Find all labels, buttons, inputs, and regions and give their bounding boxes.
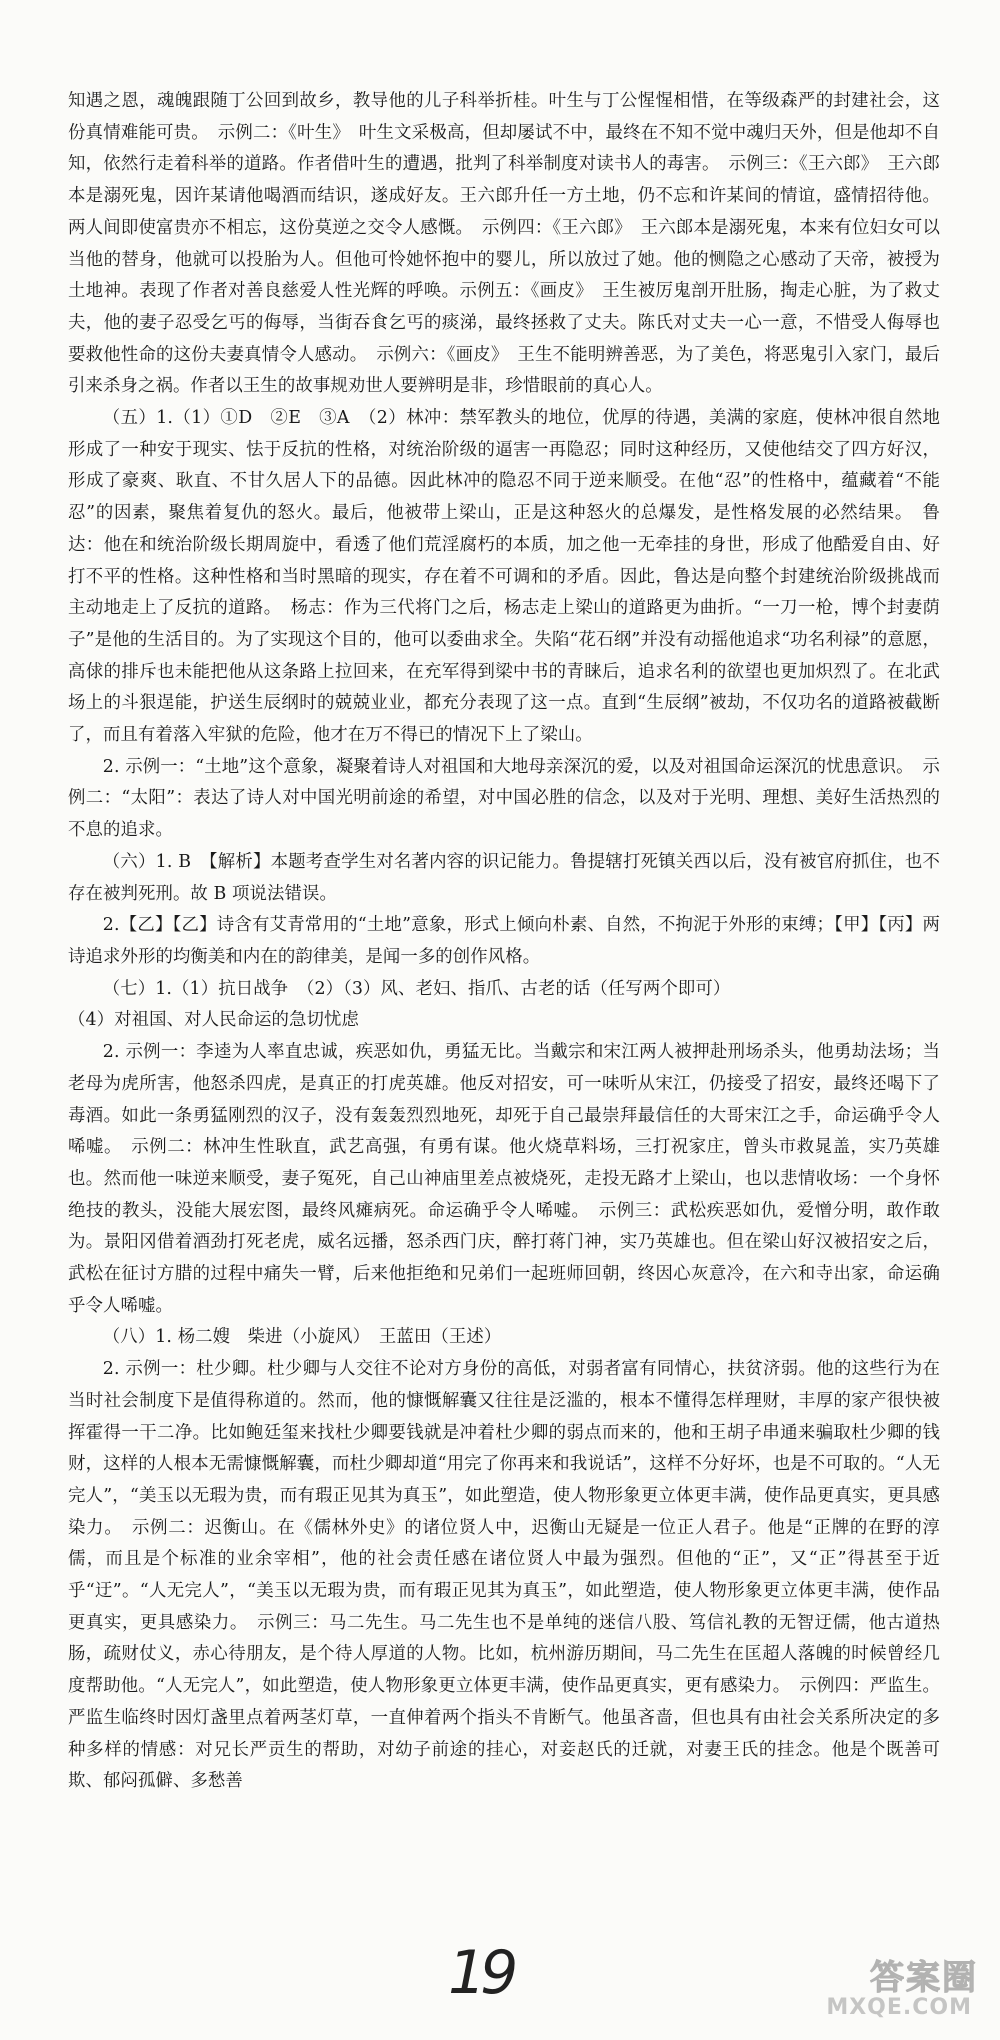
page-number: 19 [448, 1938, 513, 2008]
paragraph-10: 2. 示例一：杜少卿。杜少卿与人交往不论对方身份的高低，对弱者富有同情心，扶贫济弱。他的这些行为在当时社会制度下是值得称道的。然而，他的慷慨解囊又往往是泛滥的，根本不懂得怎样理财，丰厚的家产很快被挥霍得一干二净。比如鲍廷玺来找杜少卿要钱就是冲着杜少卿的弱点而来的，他和王胡子串通来骗取杜少卿的钱财，这样的人根本无需慷慨解囊，而杜少卿却道“用完了你再来和我说话”，这样不分好坏，也是不可取的。“人无完人”，“美玉以无瑕为贵，而有瑕正见其为真玉”，如此塑造，使人物形象更立体更丰满，使作品更真实，更具感染力。 示例二：迟衡山。在《儒林外史》的诸位贤人中，迟衡山无疑是一位正人君子。他是“正牌的在野的淳儒，而且是个标准的业余宰相”，他的社会责任感在诸位贤人中最为强烈。但他的“正”，又“正”得甚至于近乎“迂”。“人无完人”，“美玉以无瑕为贵，而有瑕正见其为真玉”，如此塑造，使人物形象更立体更丰满，使作品更真实，更具感染力。 示例三：马二先生。马二先生也不是单纯的迷信八股、笃信礼教的无智迂儒，他古道热肠，疏财仗义，赤心待朋友，是个待人厚道的人物。比如，杭州游历期间，马二先生在匡超人落魄的时候曾经几度帮助他。“人无完人”，如此塑造，使人物形象更立体更丰满，使作品更真实，更有感染力。 示例四：严监生。严监生临终时因灯盏里点着两茎灯草，一直伸着两个指头不肯断气。他虽吝啬，但也具有由社会关系所决定的多种多样的情感：对兄长严贡生的帮助，对幼子前途的挂心，对妾赵氏的迁就，对妻王氏的挂念。他是个既善可欺、郁闷孤僻、多愁善 [68, 1359, 940, 1792]
paragraph-4: （六）1. B 【解析】本题考查学生对名著内容的识记能力。鲁提辖打死镇关西以后，没有被官府抓住，也不存在被判死刑。故 B 项说法错误。 [68, 851, 940, 904]
paragraph-2: （五）1.（1）①D ②E ③A （2）林冲：禁军教头的地位，优厚的待遇，美满的家庭，使林冲很自然地形成了一种安于现实、怯于反抗的性格，对统治阶级的逼害一再隐忍；同时这种经历，又使他结交了四方好汉，形成了豪爽、耿直、不甘久居人下的品德。因此林冲的隐忍不同于逆来顺受。在他“忍”的性格中，蕴藏着“不能忍”的因素，聚焦着复仇的怒火。最后，他被带上梁山，正是这种怒火的总爆发，是性格发展的必然结果。 鲁达：他在和统治阶级长期周旋中，看透了他们荒淫腐朽的本质，加之他一无牵挂的身世，形成了他酷爱自由、好打不平的性格。这种性格和当时黑暗的现实，存在着不可调和的矛盾。因此，鲁达是向整个封建统治阶级挑战而主动地走上了反抗的道路。 杨志：作为三代将门之后，杨志走上梁山的道路更为曲折。“一刀一枪，博个封妻荫子”是他的生活目的。为了实现这个目的，他可以委曲求全。失陷“花石纲”并没有动摇他追求“功名利禄”的意愿，高俅的排斥也未能把他从这条路上拉回来，在充军得到梁中书的青睐后，追求名利的欲望也更加炽烈了。在北武场上的斗狠逞能，护送生辰纲时的兢兢业业，都充分表现了这一点。直到“生辰纲”被劫，不仅功名的道路被截断了，而且有着落入牢狱的危险，他才在万不得已的情况下上了梁山。 [68, 408, 940, 746]
paragraph-8: 2. 示例一：李逵为人率直忠诚，疾恶如仇，勇猛无比。当戴宗和宋江两人被押赴刑场杀头，他勇劫法场；当老母为虎所害，他怒杀四虎，是真正的打虎英雄。他反对招安，可一味听从宋江，仍接受了招安，最终还喝下了毒酒。如此一条勇猛刚烈的汉子，没有轰轰烈烈地死，却死于自己最崇拜最信任的大哥宋江之手，命运确乎令人唏嘘。 示例二：林冲生性耿直，武艺高强，有勇有谋。他火烧草料场，三打祝家庄，曾头市救晁盖，实乃英雄也。然而他一味逆来顺受，妻子冤死，自己山神庙里差点被烧死，走投无路才上梁山，也以悲情收场：一个身怀绝技的教头，没能大展宏图，最终风瘫病死。命运确乎令人唏嘘。 示例三：武松疾恶如仇，爱憎分明，敢作敢为。景阳冈借着酒劲打死老虎，威名远播，怒杀西门庆，醉打蒋门神，实乃英雄也。但在梁山好汉被招安之后，武松在征讨方腊的过程中痛失一臂，后来他拒绝和兄弟们一起班师回朝，终因心灰意冷，在六和寺出家，命运确乎令人唏嘘。 [68, 1042, 940, 1316]
answer-page-body [68, 86, 940, 1798]
paragraph-3: 2. 示例一：“土地”这个意象，凝聚着诗人对祖国和大地母亲深沉的爱，以及对祖国命运深沉的忧患意识。 示例二：“太阳”：表达了诗人对中国光明前途的希望，对中国必胜的信念，以及对于光明、理想、美好生活热烈的不息的追求。 [68, 756, 940, 841]
paragraph-6: （七）1.（1）抗日战争 （2）（3）风、老妇、指爪、古老的话（任写两个即可） [102, 978, 731, 999]
paragraph-7: （4）对祖国、对人民命运的急切忧虑 [68, 1010, 360, 1031]
paragraph-9: （八）1. 杨二嫂 柴进（小旋风） 王蓝田（王述） [102, 1327, 502, 1348]
watermark-logo [828, 1950, 978, 2020]
paragraph-5: 2.【乙】【乙】诗含有艾青常用的“土地”意象，形式上倾向朴素、自然，不拘泥于外形的束缚；【甲】【丙】两诗追求外形的均衡美和内在的韵律美，是闻一多的创作风格。 [68, 915, 940, 967]
watermark-text: 答案圈 [870, 1958, 978, 1998]
watermark-url: MXQE.COM [826, 1995, 972, 2020]
paragraph-1: 知遇之恩，魂魄跟随丁公回到故乡，教导他的儿子科举折桂。叶生与丁公惺惺相惜，在等级森严的封建社会，这份真情难能可贵。 示例二：《叶生》 叶生文采极高，但却屡试不中，最终在不知不觉中魂归天外，但是他却不自知，依然行走着科举的道路。作者借叶生的遭遇，批判了科举制度对读书人的毒害。 示例三：《王六郎》 王六郎本是溺死鬼，因许某请他喝酒而结识，遂成好友。王六郎升任一方土地，仍不忘和许某间的情谊，盛情招待他。两人间即使富贵亦不相忘，这份莫逆之交令人感慨。 示例四：《王六郎》 王六郎本是溺死鬼，本来有位妇女可以当他的替身，他就可以投胎为人。但他可怜她怀抱中的婴儿，所以放过了她。他的恻隐之心感动了天帝，被授为土地神。表现了作者对善良慈爱人性光辉的呼唤。示例五：《画皮》 王生被厉鬼剖开肚肠，掏走心脏，为了救丈夫，他的妻子忍受乞丐的侮辱，当街吞食乞丐的痰涕，最终拯救了丈夫。陈氏对丈夫一心一意，不惜受人侮辱也要救他性命的这份夫妻真情令人感动。 示例六：《画皮》 王生不能明辨善恶，为了美色，将恶鬼引入家门，最后引来杀身之祸。作者以王生的故事规劝世人要辨明是非，珍惜眼前的真心人。 [68, 91, 940, 397]
